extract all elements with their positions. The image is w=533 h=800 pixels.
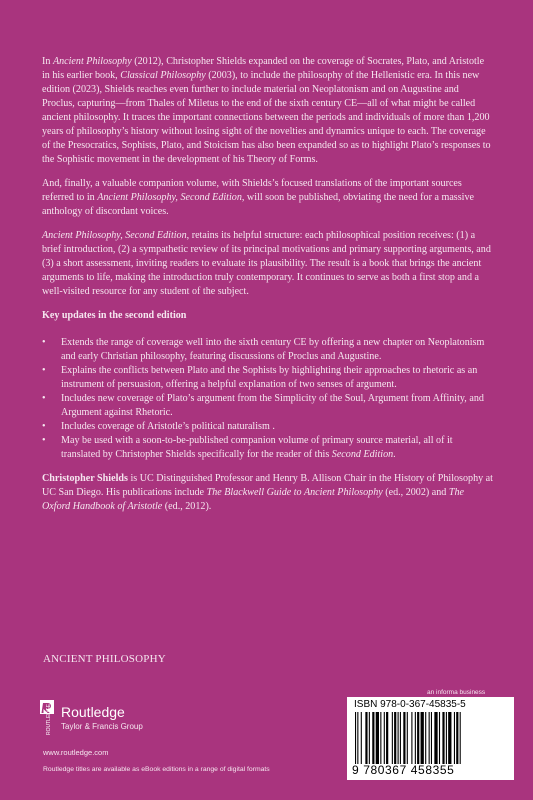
- author-name: Christopher Shields: [42, 473, 128, 484]
- barcode-stripe: [448, 712, 451, 764]
- ebook-footer: Routledge titles are available as eBook editions in a range of digital formats: [43, 766, 270, 773]
- barcode-stripe: [398, 712, 399, 764]
- barcode-stripe: [439, 712, 440, 764]
- ean-number: 9 780367 458355: [352, 763, 455, 777]
- barcode-stripe: [357, 712, 358, 764]
- list-item: • May be used with a soon-to-be-published companion volume of primary source material, all of it translated by Christopher Shields specifically for the reader of this Second Edition.: [42, 434, 494, 462]
- barcode-stripe: [392, 712, 393, 764]
- barcode-stripe: [421, 712, 424, 764]
- barcode-stripe: [434, 712, 437, 764]
- routledge-logo-icon: [40, 700, 54, 736]
- author-bio: Christopher Shields is UC Distinguished Professor and Henry B. Allison Chair in the History of Philosophy at UC San Diego. His publications include The Blackwell Guide to Ancient Philosophy (ed., 2002) and The Oxford Handbook of Aristotle (ed., 2012).: [42, 473, 493, 512]
- barcode-bars: [355, 712, 508, 764]
- isbn-barcode: [347, 697, 514, 780]
- publisher-group: Taylor & Francis Group: [61, 722, 143, 731]
- barcode-stripe: [415, 712, 416, 764]
- barcode-stripe: [417, 712, 419, 764]
- logo-vertical-text: ROUTLEDGE: [46, 703, 52, 735]
- barcode-stripe: [446, 712, 447, 764]
- barcode-stripe: [456, 712, 458, 764]
- list-item: • Explains the conflicts between Plato and the Sophists by highlighting their approaches to rhetoric as an instrument of persuasion, offering a helpful explanation of two senses of argument.: [42, 364, 494, 392]
- barcode-stripe: [361, 712, 362, 764]
- barcode-stripe: [429, 712, 430, 764]
- barcode-stripe: [403, 712, 405, 764]
- barcode-stripe: [411, 712, 412, 764]
- key-updates-list: [42, 336, 494, 462]
- barcode-stripe: [460, 712, 461, 764]
- barcode-stripe: [386, 712, 388, 764]
- barcode-stripe: [369, 712, 370, 764]
- barcode-stripe: [365, 712, 367, 764]
- barcode-stripe: [454, 712, 455, 764]
- list-item: • Extends the range of coverage well into the sixth century CE by offering a new chapter on Neoplatonism and early Christian philosophy, featuring discussions of Proclus and Augustine.: [42, 336, 494, 364]
- barcode-stripe: [407, 712, 408, 764]
- informa-tagline: an informa business: [427, 689, 486, 696]
- key-updates-heading: Key updates in the second edition: [42, 310, 187, 321]
- barcode-stripe: [425, 712, 426, 764]
- intro-paragraph-1: In Ancient Philosophy (2012), Christopher Shields expanded on the coverage of Socrates, Plato, and Aristotle in his earlier book, Classical Philosophy (2003), to include the philosophy of the Hellenistic era. In this new edition (2023), Shields reaches even further to include material on Neoplatonism and on Augustine and Proclus, capturing—from Thales of Miletus to the end of the sixth century CE—all of what might be called ancient philosophy. It traces the important connections between the periods and individuals of more than 1,200 years of philosophy’s history without losing sight of the novelties and dynamics unique to each. The coverage of the Presocratics, Sophists, Plato, and Stoicism has also been expanded so as to highlight Plato’s responses to the Sophistic movement in the development of his Theory of Forms.: [42, 56, 491, 165]
- list-item: • Includes new coverage of Plato’s argument from the Simplicity of the Soul, Argument from Affinity, and Argument against Rhetoric.: [42, 392, 494, 420]
- barcode-stripe: [380, 712, 381, 764]
- barcode-stripe: [431, 712, 432, 764]
- barcode-stripe: [394, 712, 396, 764]
- list-item: • Includes coverage of Aristotle’s political naturalism .: [42, 420, 494, 434]
- intro-paragraph-3: Ancient Philosophy, Second Edition, retains its helpful structure: each philosophical position receives: (1) a brief introduction, (2) a sympathetic review of its principal motivations and primary supporting arguments, and (3) a short assessment, inviting readers to evaluate its plausibility. The result is a book that brings the ancient arguments to life, making the introduction truly contemporary. It continues to serve as both a first stop and a well-visited resource for any student of the subject.: [42, 230, 491, 297]
- barcode-stripe: [384, 712, 385, 764]
- publisher-name: Routledge: [61, 704, 125, 720]
- publisher-url[interactable]: www.routledge.com: [43, 748, 109, 757]
- routledge-logo: [40, 700, 200, 744]
- back-cover-text: [42, 55, 494, 524]
- barcode-stripe: [442, 712, 444, 764]
- isbn-label: ISBN 978-0-367-45835-5: [354, 699, 466, 710]
- intro-paragraph-2: And, finally, a valuable companion volume, with Shields’s focused translations of the important sources referred to in Ancient Philosophy, Second Edition, will soon be published, obviating the need for a massive anthology of discordant voices.: [42, 178, 474, 217]
- barcode-stripe: [376, 712, 379, 764]
- barcode-stripe: [372, 712, 374, 764]
- barcode-stripe: [355, 712, 356, 764]
- barcode-stripe: [400, 712, 401, 764]
- subject-category: ANCIENT PHILOSOPHY: [43, 653, 166, 665]
